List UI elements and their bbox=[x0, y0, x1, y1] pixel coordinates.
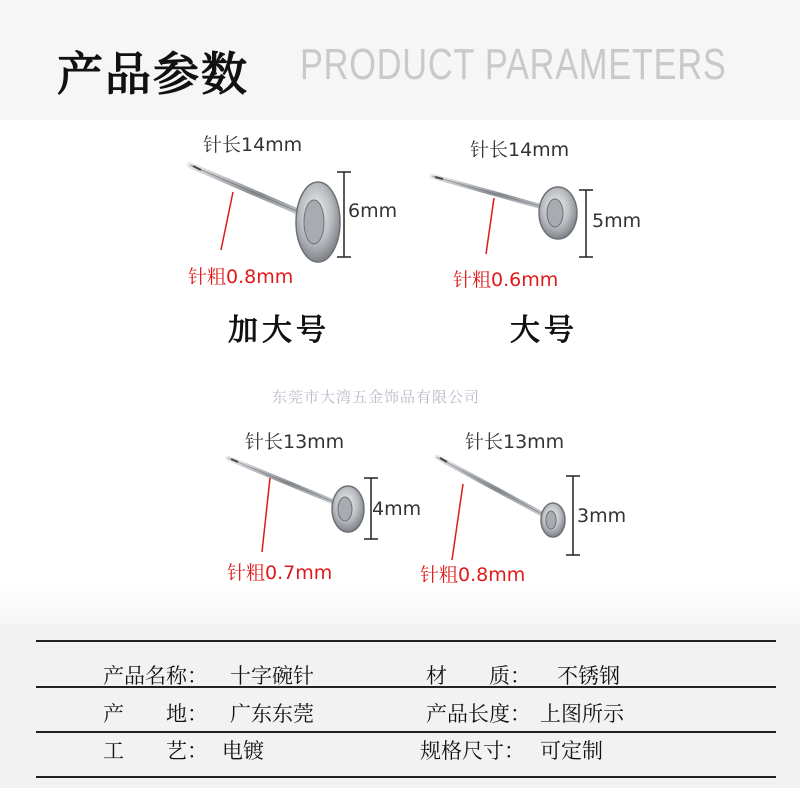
pin-1-length-label: 针长14mm bbox=[203, 134, 303, 156]
pin-1-image bbox=[190, 165, 351, 262]
pin-2-gauge-label: 针粗0.6mm bbox=[453, 269, 559, 291]
spec-origin-value: 广东东莞 bbox=[230, 702, 314, 726]
pin-1-cap-label: 6mm bbox=[348, 200, 398, 222]
spec-size-key: 规格尺寸： bbox=[420, 739, 525, 763]
spec-material-value: 不锈钢 bbox=[557, 664, 620, 688]
pin-4-image bbox=[437, 457, 580, 560]
spec-rule-2 bbox=[36, 731, 776, 733]
pin-4-gauge-label: 针粗0.8mm bbox=[420, 564, 526, 586]
pin-2-image bbox=[432, 176, 593, 257]
pin-2-length-label: 针长14mm bbox=[470, 139, 570, 161]
spec-origin-key: 产 地： bbox=[103, 702, 208, 726]
pin-4-cap-label: 3mm bbox=[577, 505, 627, 527]
pin-1-size-name: 加大号 bbox=[228, 313, 330, 348]
spec-name-value: 十字碗针 bbox=[230, 664, 314, 688]
pin-3-gauge-label: 针粗0.7mm bbox=[227, 562, 333, 584]
spec-process-key: 工 艺： bbox=[103, 739, 208, 763]
company-watermark: 东莞市大湾五金饰品有限公司 bbox=[272, 388, 481, 406]
spec-process-value: 电镀 bbox=[222, 739, 264, 763]
pin-3-cap-label: 4mm bbox=[372, 498, 422, 520]
spec-rule-top bbox=[36, 640, 776, 642]
pin-3-image bbox=[228, 458, 378, 552]
spec-name-key: 产品名称： bbox=[103, 664, 208, 688]
pin-4-length-label: 针长13mm bbox=[465, 431, 565, 453]
spec-material-key: 材 质： bbox=[426, 664, 531, 688]
spec-length-key: 产品长度： bbox=[426, 702, 531, 726]
page-title: 产品参数 bbox=[57, 47, 249, 101]
spec-rule-bottom bbox=[36, 776, 776, 778]
spec-length-value: 上图所示 bbox=[540, 702, 624, 726]
pin-1-gauge-label: 针粗0.8mm bbox=[188, 266, 294, 288]
pin-2-size-name: 大号 bbox=[510, 313, 578, 348]
page-title-english: PRODUCT PARAMETERS bbox=[300, 40, 727, 89]
pin-2-cap-label: 5mm bbox=[592, 210, 642, 232]
pin-3-length-label: 针长13mm bbox=[245, 431, 345, 453]
spec-size-value: 可定制 bbox=[540, 739, 603, 763]
